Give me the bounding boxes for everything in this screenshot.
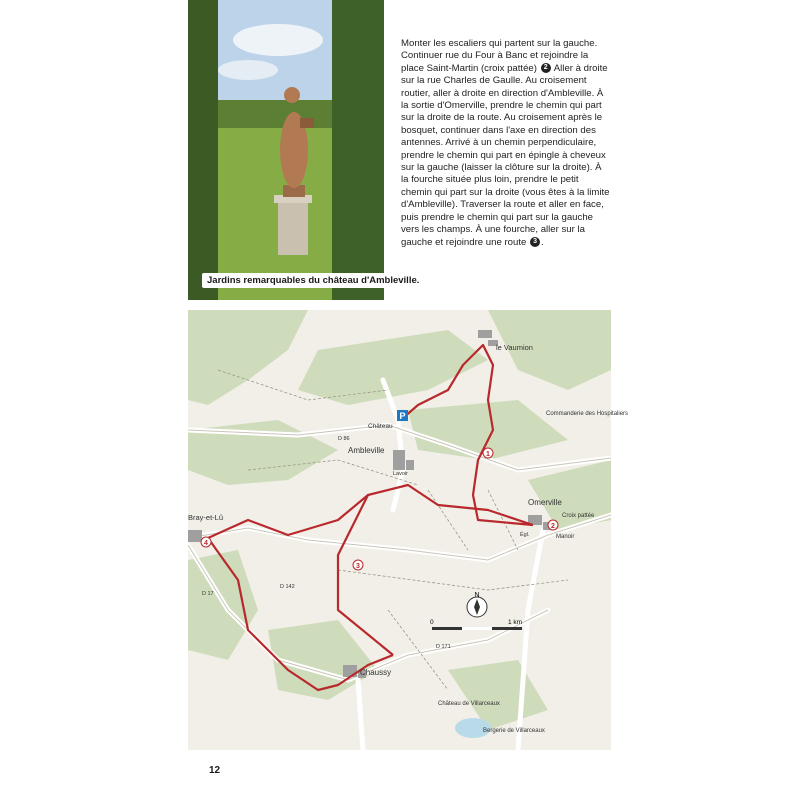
- step-3-marker: 3: [530, 237, 540, 247]
- svg-text:N: N: [474, 592, 480, 599]
- label-bergerie: Bergerie de Villarceaux: [483, 728, 545, 734]
- label-manoir: Manoir: [556, 534, 575, 540]
- step-2-marker: 2: [541, 63, 551, 73]
- description-part-1: Monter les escaliers qui partent sur la gauche. Continuer rue du Four à Banc et rejoindre la place Saint-Martin (croix pattée): [401, 38, 598, 74]
- route-description: [401, 38, 611, 249]
- garden-photo: [188, 0, 384, 300]
- label-croix-pattee: Croix pattée: [562, 513, 595, 519]
- svg-text:3: 3: [356, 563, 360, 570]
- description-part-2: Aller à droite sur la rue Charles de Gaulle. Au croisement routier, aller à droite en direction d'Ambleville. À la sortie d'Omerville, prendre le chemin qui part sur la droite de la route. Au croisement après le bosquet, continuer dans l'axe en direction des antennes. Arrivé à un chemin perpendiculaire, prendre le chemin qui part en épingle à cheveux sur la gauche (laisser la clôture sur la droite). À la fourche située plus loin, prendre le petit chemin qui part sur la droite (vous êtes à la limite d'Ambleville). Traverser la route et aller en face, puis prendre le chemin qui part sur la gauche vers les champs. À une fourche, aller sur la gauche et rejoindre une route: [401, 62, 610, 248]
- road-d17: D 17: [202, 591, 214, 597]
- road-d171: D 171: [436, 644, 451, 650]
- page-number: 12: [209, 765, 221, 776]
- label-chaussy: Chaussy: [360, 668, 392, 677]
- label-chateau: Château: [368, 423, 393, 430]
- svg-text:P: P: [399, 411, 406, 421]
- label-ambleville: Ambleville: [348, 446, 385, 455]
- label-chateau-villarceaux: Château de Villarceaux: [438, 701, 500, 707]
- svg-text:0: 0: [430, 619, 434, 626]
- label-omerville: Omerville: [528, 498, 562, 507]
- scale-bar: [430, 619, 522, 630]
- road-d142: D 142: [280, 584, 295, 590]
- label-eglise: Égl.: [520, 532, 530, 538]
- svg-text:4: 4: [204, 540, 208, 547]
- photo-caption: Jardins remarquables du château d'Ambleville.: [202, 273, 424, 288]
- svg-text:1 km: 1 km: [508, 619, 523, 626]
- label-vaumion: le Vaumion: [496, 343, 533, 352]
- road-d86: D 86: [338, 436, 350, 442]
- label-lavoir: Lavoir: [393, 471, 408, 477]
- svg-text:2: 2: [551, 523, 555, 530]
- svg-text:1: 1: [486, 451, 490, 458]
- compass-icon: [467, 592, 487, 617]
- description-part-3: .: [541, 236, 544, 248]
- label-bray: Bray-et-Lû: [188, 513, 224, 522]
- label-commanderie: Commanderie des Hospitaliers: [546, 411, 629, 417]
- forest-areas: [188, 310, 611, 730]
- hiking-map[interactable]: [188, 310, 629, 750]
